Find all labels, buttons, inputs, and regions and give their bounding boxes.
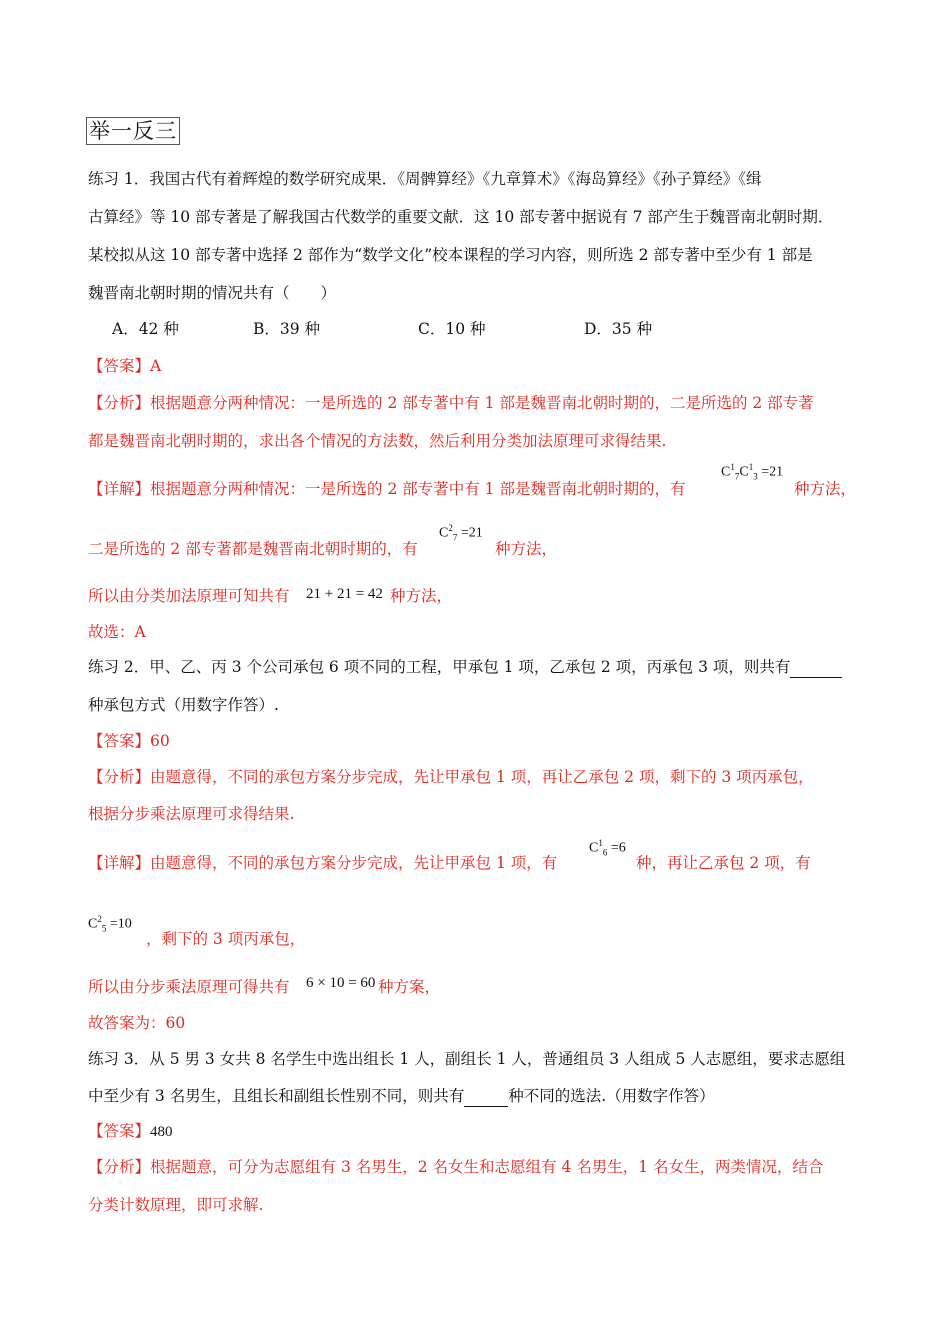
detail-text: 根据题意分两种情况：一是所选的 2 部专著中有 1 部是魏晋南北朝时期的，有 xyxy=(150,480,686,498)
ex2-conclusion: 故答案为：60 xyxy=(88,1014,186,1032)
ex1-detail-tail: 种方法， xyxy=(495,540,558,558)
ex2-detail-line: 所以由分步乘法原理可得共有 xyxy=(88,978,290,996)
ex3-question-line: 中至少有 3 名男生，且组长和副组长性别不同，则共有 种不同的选法.（用数字作答） xyxy=(88,1087,715,1105)
ex1-question-line: 某校拟从这 10 部专著中选择 2 部作为“数学文化”校本课程的学习内容，则所选 2 部专著中至少有 1 部是 xyxy=(88,246,813,264)
ex1-option-c: C．10 种 xyxy=(418,320,486,338)
ex2-detail-line xyxy=(88,853,557,873)
detail-text: 由题意得，不同的承包方案分步完成，先让甲承包 1 项，有 xyxy=(150,854,558,872)
ex1-formula-sum: 21 + 21 = 42 xyxy=(306,586,383,602)
analysis-tag: 【分析】 xyxy=(88,768,151,786)
ex1-detail-line: 所以由分类加法原理可知共有 xyxy=(88,587,290,605)
ex1-question-line: 魏晋南北朝时期的情况共有（ ） xyxy=(88,284,337,302)
ex2-formula-product: 6 × 10 = 60 xyxy=(306,975,376,991)
ex1-detail-tail: 种方法， xyxy=(794,480,857,498)
analysis-tag: 【分析】 xyxy=(88,394,151,412)
ex2-formula-combination: $C^2_5 =10$ xyxy=(88,914,132,934)
answer-value: 60 xyxy=(150,732,170,750)
ex1-formula-combination: $C^1_7C^1_3 =21$ xyxy=(721,462,784,482)
analysis-text: 由题意得，不同的承包方案分步完成，先让甲承包 1 项，再让乙承包 2 项，剩下的 3 项丙承包， xyxy=(150,768,814,786)
ex1-detail-line: 二是所选的 2 部专著都是魏晋南北朝时期的，有 xyxy=(88,540,418,558)
ex2-question-line: 练习 2．甲、乙、丙 3 个公司承包 6 项不同的工程，甲承包 1 项，乙承包 2 项，丙承包 3 项，则共有 xyxy=(88,657,842,678)
ex1-question-line: 古算经》等 10 部专著是了解我国古代数学的重要文献．这 10 部专著中据说有 7 部产生于魏晋南北朝时期． xyxy=(88,208,834,226)
analysis-text: 根据题意分两种情况：一是所选的 2 部专著中有 1 部是魏晋南北朝时期的，二是所选的 2 部专著 xyxy=(150,394,814,412)
ex1-option-b: B．39 种 xyxy=(253,320,321,338)
ex1-detail-tail: 种方法， xyxy=(390,587,453,605)
answer-value: A xyxy=(150,357,162,375)
detail-tag: 【详解】 xyxy=(88,854,151,872)
ex1-analysis-line: 都是魏晋南北朝时期的，求出各个情况的方法数，然后利用分类加法原理可求得结果. xyxy=(88,432,667,450)
ex1-option-a: A．42 种 xyxy=(112,320,179,338)
answer-tag: 【答案】 xyxy=(88,357,151,375)
ex2-analysis-line: 根据分步乘法原理可求得结果. xyxy=(88,805,295,823)
analysis-tag: 【分析】 xyxy=(88,1158,151,1176)
answer-blank xyxy=(790,657,842,678)
ex3-analysis-line: 分类计数原理，即可求解. xyxy=(88,1196,264,1214)
ex1-formula-combination: $C^2_7 =21$ xyxy=(439,523,483,543)
answer-value: 480 xyxy=(150,1124,173,1140)
ex2-detail-tail: 种方案， xyxy=(378,978,441,996)
ex2-question-line: 种承包方式（用数字作答）. xyxy=(88,696,279,714)
ex1-question-line: 练习 1．我国古代有着辉煌的数学研究成果．《周髀算经》《九章算术》《海岛算经》《孙子算经》《缉 xyxy=(88,170,762,188)
answer-tag: 【答案】 xyxy=(88,1122,151,1140)
answer-blank xyxy=(464,1086,508,1107)
ex3-question-line: 练习 3．从 5 男 3 女共 8 名学生中选出组长 1 人，副组长 1 人，普通组员 3 人组成 5 人志愿组，要求志愿组 xyxy=(88,1050,846,1068)
ex1-option-d: D．35 种 xyxy=(584,320,653,338)
ex2-detail-tail: ，剩下的 3 项丙承包， xyxy=(146,930,306,948)
ex1-analysis-line xyxy=(88,393,814,413)
ex3-answer xyxy=(88,1121,173,1142)
answer-tag: 【答案】 xyxy=(88,732,151,750)
section-title: 举一反三 xyxy=(86,117,180,145)
ex3-analysis-line xyxy=(88,1157,824,1177)
ex1-conclusion: 故选：A xyxy=(88,623,146,641)
ex1-detail-line xyxy=(88,479,685,499)
ex2-analysis-line xyxy=(88,767,814,787)
analysis-text: 根据题意，可分为志愿组有 3 名男生，2 名女生和志愿组有 4 名男生，1 名女生，两类情况，结合 xyxy=(150,1158,824,1176)
ex2-formula-combination: $C^1_6 =6$ xyxy=(589,838,626,858)
ex1-answer xyxy=(88,356,161,376)
ex2-answer xyxy=(88,731,170,751)
ex2-detail-tail: 种，再让乙承包 2 项，有 xyxy=(636,854,811,872)
detail-tag: 【详解】 xyxy=(88,480,151,498)
